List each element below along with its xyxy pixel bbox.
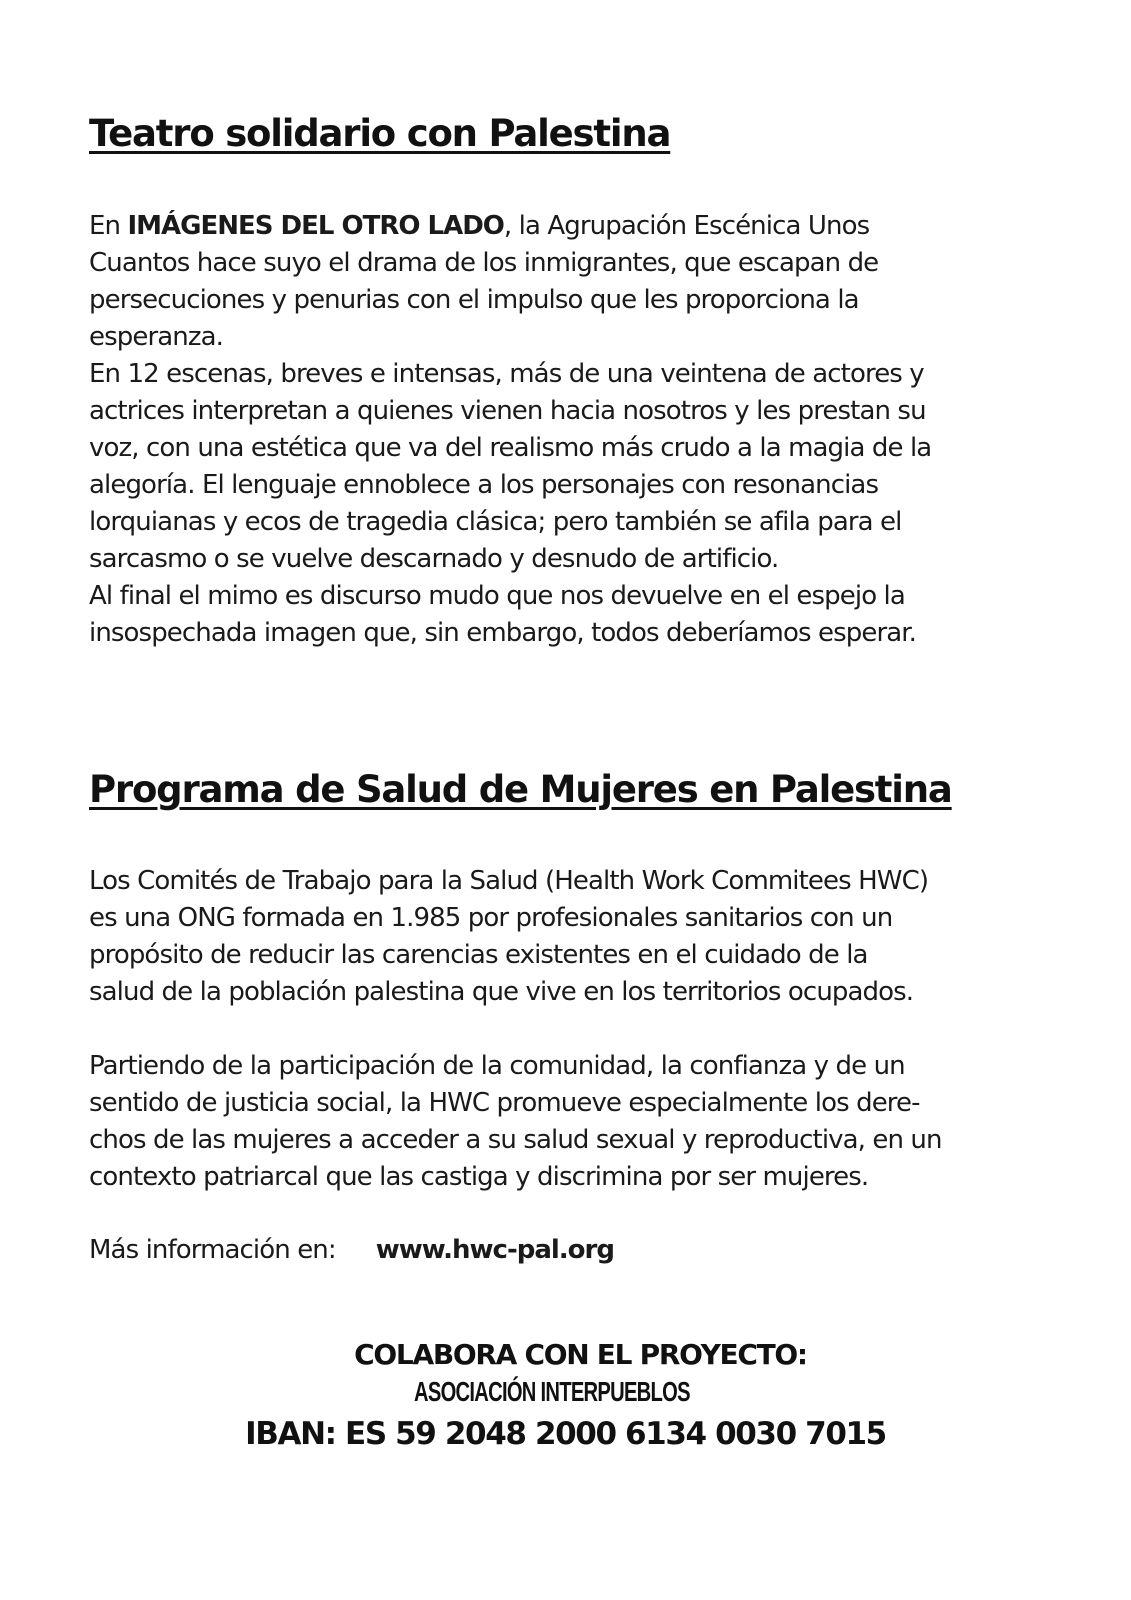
iban-number: IBAN: ES 59 2048 2000 6134 0030 7015 [245,1416,886,1452]
paragraph-line: contexto patriarcal que las castiga y discrimina por ser mujeres. [89,1162,869,1192]
hwc-paragraph-1 [89,863,1079,1011]
section-title-salud: Programa de Salud de Mujeres en Palestina [89,768,952,811]
paragraph-line: chos de las mujeres a acceder a su salud sexual y reproductiva, en un [89,1125,942,1155]
paragraph-line: Al final el mimo es discurso mudo que nos devuelve en el espejo la [89,581,905,611]
paragraph-line: insospechada imagen que, sin embargo, todos deberíamos esperar. [89,618,917,648]
line-suffix: , la Agrupación Escénica Unos [503,211,870,241]
paragraph-line [89,208,1079,245]
line-prefix: En [89,211,128,241]
paragraph-line: salud de la población palestina que vive en los territorios ocupados. [89,977,914,1007]
paragraph-line: alegoría. El lenguaje ennoblece a los personajes con resonancias [89,470,879,500]
paragraph-line: actrices interpretan a quienes vienen hacia nosotros y les prestan su [89,396,926,426]
play-title: IMÁGENES DEL OTRO LADO [127,211,504,241]
section-title-teatro: Teatro solidario con Palestina [89,112,671,155]
paragraph-line: es una ONG formada en 1.985 por profesionales sanitarios con un [89,903,893,933]
paragraph-line: esperanza. [89,322,223,352]
association-name: ASOCIACIÓN INTERPUEBLOS [414,1376,690,1407]
more-info [89,1232,614,1269]
collaborate-heading: COLABORA CON EL PROYECTO: [354,1338,807,1371]
website-link[interactable]: www.hwc-pal.org [375,1235,614,1265]
paragraph-line: lorquianas y ecos de tragedia clásica; pero también se afila para el [89,507,902,537]
hwc-paragraph-2 [89,1048,1079,1196]
paragraph-line: propósito de reducir las carencias existentes en el cuidado de la [89,940,868,970]
paragraph-line: sentido de justicia social, la HWC promueve especialmente los dere- [89,1088,920,1118]
paragraph-line: Cuantos hace suyo el drama de los inmigrantes, que escapan de [89,248,879,278]
teatro-paragraph [89,208,1079,652]
paragraph-line: voz, con una estética que va del realismo más crudo a la magia de la [89,433,932,463]
paragraph-line: En 12 escenas, breves e intensas, más de una veintena de actores y [89,359,924,389]
paragraph-line: persecuciones y penurias con el impulso que les proporciona la [89,285,859,315]
more-info-label: Más información en: [89,1235,336,1265]
paragraph-line: Los Comités de Trabajo para la Salud (Health Work Commitees HWC) [89,866,929,896]
paragraph-line: sarcasmo o se vuelve descarnado y desnudo de artificio. [89,544,779,574]
paragraph-line: Partiendo de la participación de la comunidad, la confianza y de un [89,1051,905,1081]
